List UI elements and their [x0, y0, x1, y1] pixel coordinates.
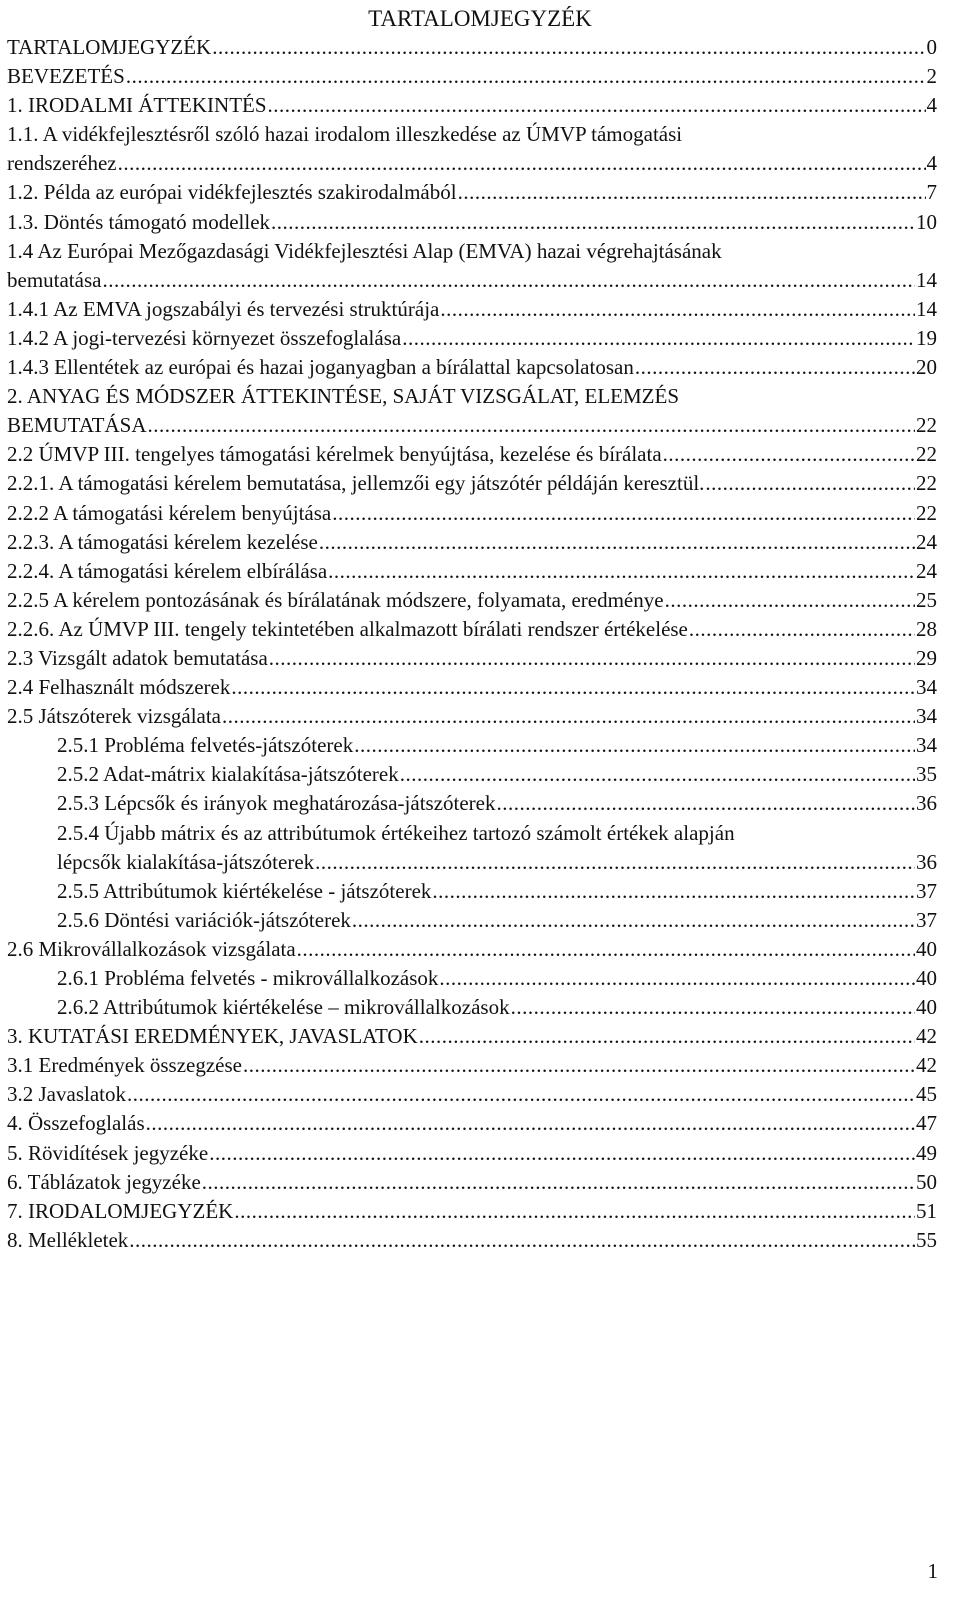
- dot-leader: [148, 411, 916, 440]
- dot-leader: [439, 964, 915, 993]
- dot-leader: [209, 1139, 915, 1168]
- toc-entry[interactable]: [7, 440, 937, 469]
- toc-entry[interactable]: [7, 877, 937, 906]
- toc-entry-title: 1.3. Döntés támogató modellek: [7, 209, 271, 234]
- dot-leader: [268, 91, 926, 120]
- table-of-contents: [7, 33, 937, 1255]
- toc-entry-page: 40: [916, 966, 937, 990]
- toc-entry-page: 34: [916, 733, 937, 758]
- toc-entry-page: 28: [916, 616, 937, 641]
- dot-leader: [271, 208, 915, 237]
- toc-entry-page: 35: [916, 762, 937, 787]
- toc-entry[interactable]: [7, 789, 937, 818]
- toc-entry-title: 2.2.5 A kérelem pontozásának és bírálatának módszere, folyamata, eredménye: [7, 587, 664, 612]
- toc-entry[interactable]: [7, 702, 937, 731]
- toc-entry-title: 2.2 ÚMVP III. tengelyes támogatási kérelmek benyújtása, kezelése és bírálata: [7, 442, 662, 467]
- page-number: 1: [927, 1559, 938, 1583]
- toc-entry-page: 22: [916, 471, 937, 496]
- toc-entry-title: 2.2.1. A támogatási kérelem bemutatása, jellemzői egy játszótér példáján keresztül.: [7, 471, 705, 496]
- toc-entry-title: 7. IRODALOMJEGYZÉK: [7, 1198, 234, 1223]
- dot-leader: [127, 1080, 915, 1109]
- toc-entry[interactable]: [7, 819, 937, 877]
- toc-entry-title: 3.1 Eredmények összegzése: [7, 1053, 242, 1078]
- dot-leader: [129, 1226, 915, 1255]
- toc-entry-page: 22: [916, 413, 937, 438]
- toc-entry[interactable]: [7, 993, 937, 1022]
- toc-entry-page: 2: [926, 64, 937, 89]
- toc-entry[interactable]: [7, 1226, 937, 1255]
- toc-entry-title: 3.2 Javaslatok: [7, 1082, 126, 1107]
- toc-entry-title: 1. IRODALMI ÁTTEKINTÉS: [7, 93, 267, 118]
- toc-entry-title: 1.2. Példa az európai vidékfejlesztés szakirodalmából: [7, 180, 457, 205]
- toc-entry[interactable]: [7, 469, 937, 498]
- toc-entry[interactable]: [7, 1080, 937, 1109]
- toc-entry-page: 55: [916, 1227, 937, 1252]
- toc-entry-title: 2.5.3 Lépcsők és irányok meghatározása-játszóterek: [57, 791, 496, 816]
- dot-leader: [297, 935, 915, 964]
- toc-entry[interactable]: [7, 499, 937, 528]
- toc-entry-page: 19: [916, 325, 937, 350]
- toc-entry[interactable]: [7, 731, 937, 760]
- toc-entry[interactable]: [7, 91, 937, 120]
- toc-entry-page: 42: [916, 1053, 937, 1078]
- toc-entry-title: 2.6 Mikrovállalkozások vizsgálata: [7, 936, 296, 961]
- dot-leader: [352, 906, 915, 935]
- dot-leader: [511, 993, 915, 1022]
- toc-entry-title: 2.3 Vizsgált adatok bemutatása: [7, 645, 268, 670]
- toc-entry-title-line: 2. ANYAG ÉS MÓDSZER ÁTTEKINTÉSE, SAJÁT VIZSGÁLAT, ELEMZÉS: [7, 384, 679, 409]
- dot-leader: [118, 149, 926, 178]
- toc-entry-title: 1.4.2 A jogi-tervezési környezet összefoglalása: [7, 325, 402, 350]
- toc-entry[interactable]: [7, 1051, 937, 1080]
- toc-entry-title: 2.4 Felhasznált módszerek: [7, 675, 231, 700]
- toc-entry[interactable]: [7, 382, 937, 440]
- toc-entry-page: 25: [916, 587, 937, 612]
- toc-entry[interactable]: [7, 62, 937, 91]
- toc-entry[interactable]: [7, 237, 937, 295]
- toc-entry-page: 47: [916, 1111, 937, 1136]
- toc-entry-page: 40: [916, 936, 937, 961]
- toc-entry[interactable]: [7, 1197, 937, 1226]
- toc-entry-page: 10: [916, 209, 937, 234]
- dot-leader: [202, 1168, 915, 1197]
- toc-entry[interactable]: [7, 1109, 937, 1138]
- toc-entry-title: lépcsők kialakítása-játszóterek: [57, 849, 315, 874]
- toc-entry-title: 2.2.2 A támogatási kérelem benyújtása: [7, 500, 332, 525]
- dot-leader: [243, 1051, 915, 1080]
- toc-entry-page: 29: [916, 645, 937, 670]
- toc-entry-title: 2.6.2 Attribútumok kiértékelése – mikrovállalkozások: [57, 995, 510, 1020]
- toc-entry-page: 24: [916, 529, 937, 554]
- toc-entry-page: 40: [916, 995, 937, 1020]
- toc-entry[interactable]: [7, 178, 937, 207]
- dot-leader: [146, 1109, 915, 1138]
- toc-entry-page: 22: [916, 442, 937, 467]
- toc-entry-title: rendszeréhez: [7, 151, 117, 176]
- toc-entry-page: 20: [916, 355, 937, 380]
- dot-leader: [402, 324, 915, 353]
- toc-entry-title: 2.2.3. A támogatási kérelem kezelése: [7, 529, 318, 554]
- toc-entry[interactable]: [7, 295, 937, 324]
- toc-entry[interactable]: [7, 615, 937, 644]
- dot-leader: [665, 586, 915, 615]
- toc-entry[interactable]: [7, 1022, 937, 1051]
- toc-entry-title: 2.2.4. A támogatási kérelem elbírálása: [7, 558, 328, 583]
- toc-entry-title: 3. KUTATÁSI EREDMÉNYEK, JAVASLATOK: [7, 1024, 418, 1049]
- toc-entry-title: 1.4.1 Az EMVA jogszabályi és tervezési struktúrája: [7, 296, 440, 321]
- dot-leader: [315, 848, 915, 877]
- dot-leader: [458, 178, 926, 207]
- dot-leader: [234, 1197, 915, 1226]
- dot-leader: [319, 528, 915, 557]
- toc-entry-page: 51: [916, 1198, 937, 1223]
- toc-entry-page: 4: [926, 151, 937, 176]
- toc-entry[interactable]: [7, 644, 937, 673]
- toc-entry-title: 2.5.2 Adat-mátrix kialakítása-játszóterek: [57, 762, 399, 787]
- toc-entry[interactable]: [7, 120, 937, 178]
- toc-entry-title-line: 1.4 Az Európai Mezőgazdasági Vidékfejlesztési Alap (EMVA) hazai végrehajtásának: [7, 238, 722, 263]
- toc-entry-page: 14: [916, 267, 937, 292]
- toc-entry[interactable]: [7, 586, 937, 615]
- dot-leader: [332, 499, 915, 528]
- dot-leader: [354, 731, 915, 760]
- toc-entry[interactable]: [7, 557, 937, 586]
- toc-entry-title: 2.5.5 Attribútumok kiértékelése - játszóterek: [57, 878, 432, 903]
- dot-leader: [705, 469, 915, 498]
- dot-leader: [497, 789, 916, 818]
- toc-entry[interactable]: [7, 1168, 937, 1197]
- page-title: TARTALOMJEGYZÉK: [368, 6, 592, 31]
- toc-entry-page: 34: [916, 675, 937, 700]
- dot-leader: [440, 295, 915, 324]
- dot-leader: [212, 33, 925, 62]
- toc-entry-title: 2.5.6 Döntési variációk-játszóterek: [57, 907, 351, 932]
- toc-entry-page: 22: [916, 500, 937, 525]
- toc-entry-page: 37: [916, 878, 937, 903]
- toc-entry-page: 14: [916, 296, 937, 321]
- dot-leader: [126, 62, 926, 91]
- toc-entry-page: 4: [926, 93, 937, 118]
- dot-leader: [328, 557, 915, 586]
- toc-entry[interactable]: [7, 935, 937, 964]
- toc-entry-title: BEVEZETÉS: [7, 64, 125, 89]
- toc-entry-page: 34: [916, 704, 937, 729]
- toc-entry-page: 7: [926, 180, 937, 205]
- dot-leader: [222, 702, 915, 731]
- dot-leader: [432, 877, 915, 906]
- toc-entry[interactable]: [7, 528, 937, 557]
- toc-entry-title: 6. Táblázatok jegyzéke: [7, 1169, 201, 1194]
- toc-entry-title: 2.5.1 Probléma felvetés-játszóterek: [57, 733, 354, 758]
- toc-entry-title: 2.2.6. Az ÚMVP III. tengely tekintetében alkalmazott bírálati rendszer értékelése: [7, 616, 688, 641]
- toc-entry[interactable]: [7, 673, 937, 702]
- dot-leader: [269, 644, 915, 673]
- toc-entry-page: 37: [916, 907, 937, 932]
- dot-leader: [689, 615, 915, 644]
- dot-leader: [419, 1022, 915, 1051]
- toc-entry-title: 1.4.3 Ellentétek az európai és hazai joganyagban a bírálattal kapcsolatosan: [7, 355, 634, 380]
- toc-entry[interactable]: [7, 353, 937, 382]
- toc-entry[interactable]: [7, 906, 937, 935]
- toc-entry-page: 36: [916, 791, 937, 816]
- toc-entry[interactable]: [7, 33, 937, 62]
- toc-entry-title-line: 2.5.4 Újabb mátrix és az attribútumok értékeihez tartozó számolt értékek alapján: [57, 820, 735, 845]
- toc-entry-title: BEMUTATÁSA: [7, 413, 147, 438]
- toc-entry[interactable]: [7, 208, 937, 237]
- toc-entry-page: 49: [916, 1140, 937, 1165]
- toc-entry[interactable]: [7, 760, 937, 789]
- toc-entry-title: 2.6.1 Probléma felvetés - mikrovállalkozások: [57, 966, 439, 990]
- dot-leader: [102, 266, 915, 295]
- toc-entry-title: 5. Rövidítések jegyzéke: [7, 1140, 209, 1165]
- toc-entry-title: 4. Összefoglalás: [7, 1111, 145, 1136]
- toc-entry-page: 42: [916, 1024, 937, 1049]
- dot-leader: [663, 440, 915, 469]
- dot-leader: [400, 760, 915, 789]
- toc-entry-title: bemutatása: [7, 267, 102, 292]
- toc-entry-page: 45: [916, 1082, 937, 1107]
- toc-entry-page: 0: [926, 35, 937, 59]
- toc-entry[interactable]: [7, 964, 937, 993]
- toc-entry-title: 8. Mellékletek: [7, 1227, 129, 1252]
- toc-entry-title-line: 1.1. A vidékfejlesztésről szóló hazai irodalom illeszkedése az ÚMVP támogatási: [7, 122, 683, 147]
- toc-entry-title: 2.5 Játszóterek vizsgálata: [7, 704, 221, 729]
- toc-entry-page: 50: [916, 1169, 937, 1194]
- toc-entry-page: 24: [916, 558, 937, 583]
- toc-entry-page: 36: [916, 849, 937, 874]
- toc-entry-title: TARTALOMJEGYZÉK: [7, 35, 212, 59]
- dot-leader: [231, 673, 915, 702]
- dot-leader: [635, 353, 915, 382]
- toc-entry[interactable]: [7, 324, 937, 353]
- toc-entry[interactable]: [7, 1139, 937, 1168]
